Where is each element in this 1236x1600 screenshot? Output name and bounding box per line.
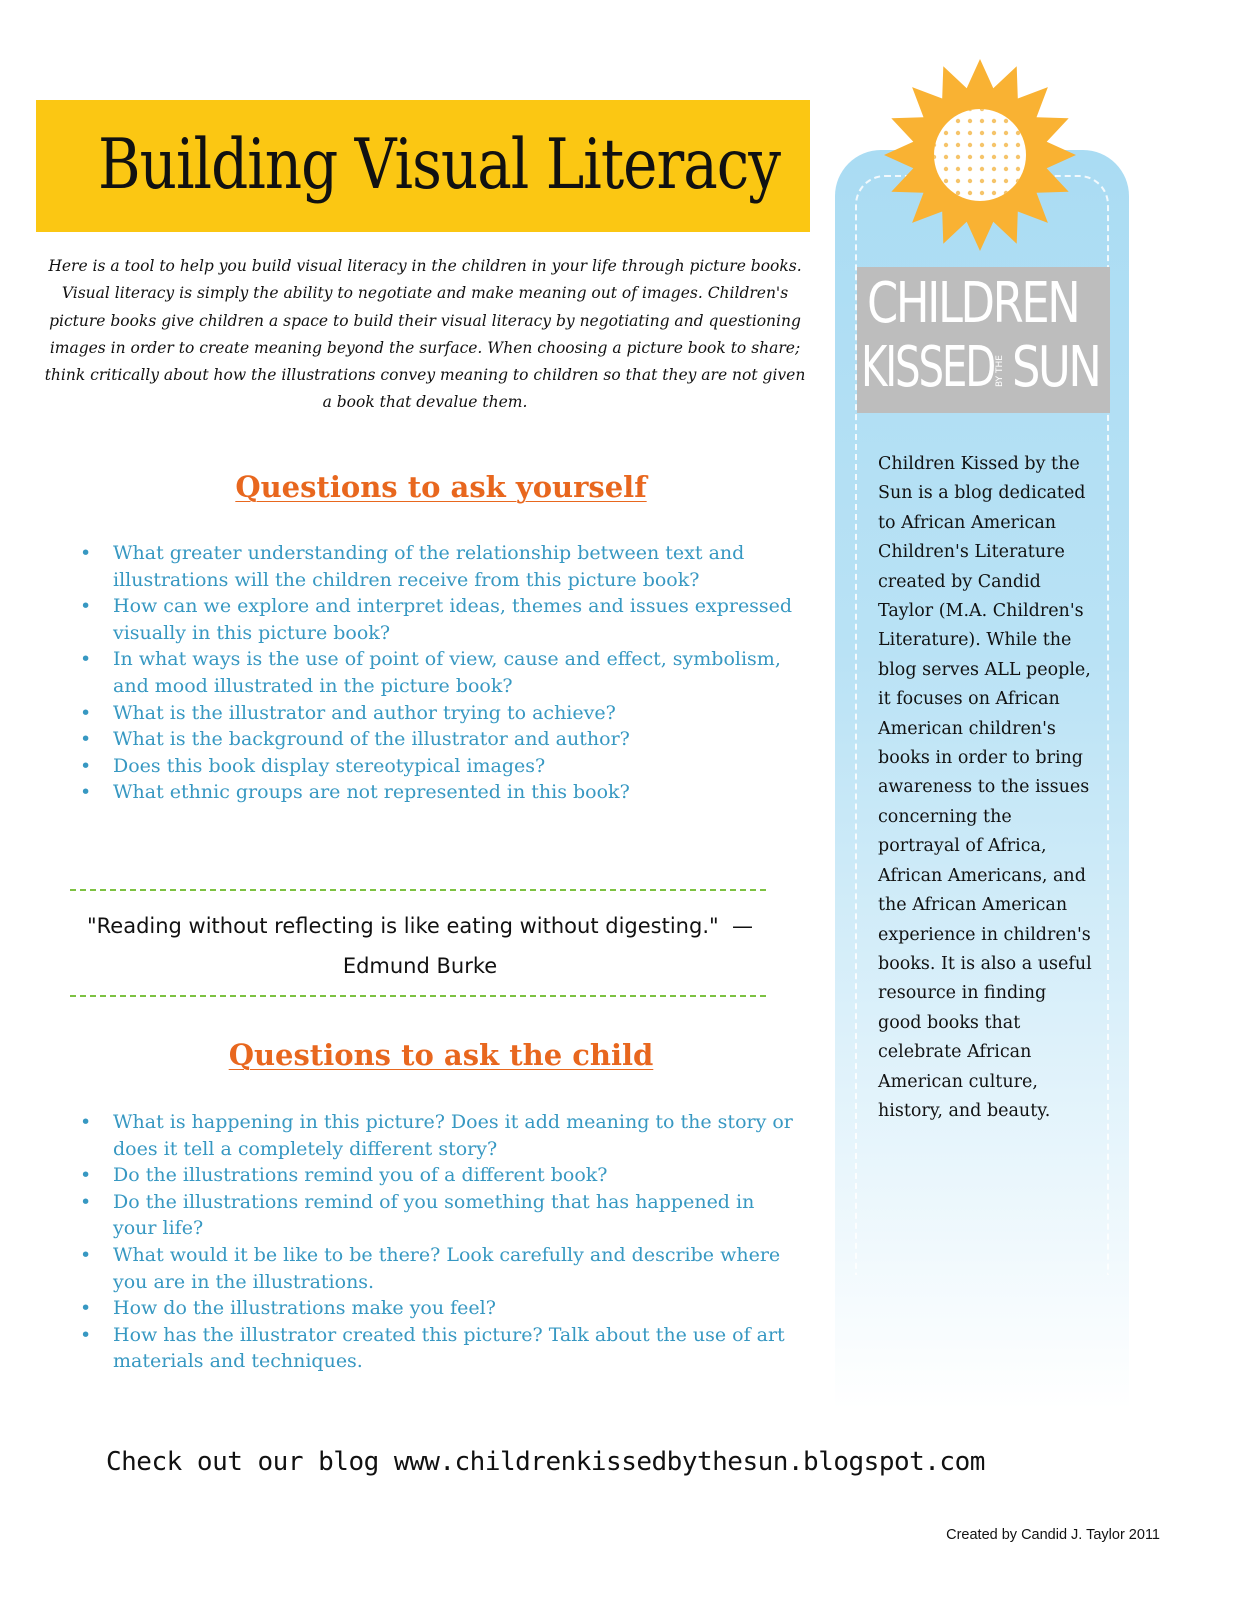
list-item: • Does this book display stereotypical images? [80,753,800,780]
list-item: • How has the illustrator created this picture? Talk about the use of art materials and techniques. [80,1322,800,1375]
intro-paragraph: Here is a tool to help you build visual literacy in the children in your life through picture books. Visual literacy is simply the ability to negotiate and make meaning out of images. Children's picture books give children a space to build their visual literacy by negotiating and questioning images in order to create meaning beyond the surface. When choosing a picture book to share; think critically about how the illustrations convey meaning to children so that they are not given a book that devalue them. [44,257,806,412]
quote-text: "Reading without reflecting is like eating without digesting." [86,914,719,938]
list-item: • What is the illustrator and author trying to achieve? [80,700,800,727]
questions-yourself-list [80,540,800,806]
list-item: • What is the background of the illustrator and author? [80,726,800,753]
questions-child-list [80,1109,800,1375]
section-heading-yourself: Questions to ask yourself [235,470,647,504]
blog-link-footer: Check out our blog www.childrenkissedbythesun.blogspot.com [106,1447,985,1477]
quote [60,906,780,986]
divider-top [70,889,766,891]
list-item: • In what ways is the use of point of view, cause and effect, symbolism, and mood illustrated in the picture book? [80,646,800,699]
page-title: Building Visual Literacy [98,123,781,205]
section-heading-child: Questions to ask the child [228,1038,654,1072]
quote-author: —Edmund Burke [342,914,754,978]
list-item: • How do the illustrations make you feel? [80,1295,800,1322]
list-item: • What greater understanding of the relationship between text and illustrations will the children receive from this picture book? [80,540,800,593]
list-item: • What ethnic groups are not represented in this book? [80,779,800,806]
list-item: • Do the illustrations remind of you something that has happened in your life? [80,1189,800,1242]
title-banner [36,100,810,232]
list-item: • Do the illustrations remind you of a different book? [80,1162,800,1189]
list-item: • How can we explore and interpret ideas, themes and issues expressed visually in this picture book? [80,593,800,646]
children-kissed-by-the-sun-logo: CHILDREN KISSED BY THE SUN [857,267,1110,413]
sidebar-description: Children Kissed by the Sun is a blog dedicated to African American Children's Literature created by Candid Taylor (M.A. Children's Literature). While the blog serves ALL people, it focuses on African American children's books in order to bring awareness to the issues concerning the portrayal of Africa, African Americans, and the African American experience in children's books. It is also a useful resource in finding good books that celebrate African American culture, history, and beauty. [878,454,1092,1121]
credit-line: Created by Candid J. Taylor 2011 [946,1527,1160,1543]
divider-bottom [70,995,766,997]
list-item: • What is happening in this picture? Does it add meaning to the story or does it tell a completely different story? [80,1109,800,1162]
sun-icon [880,55,1080,255]
list-item: • What would it be like to be there? Look carefully and describe where you are in the illustrations. [80,1242,800,1295]
